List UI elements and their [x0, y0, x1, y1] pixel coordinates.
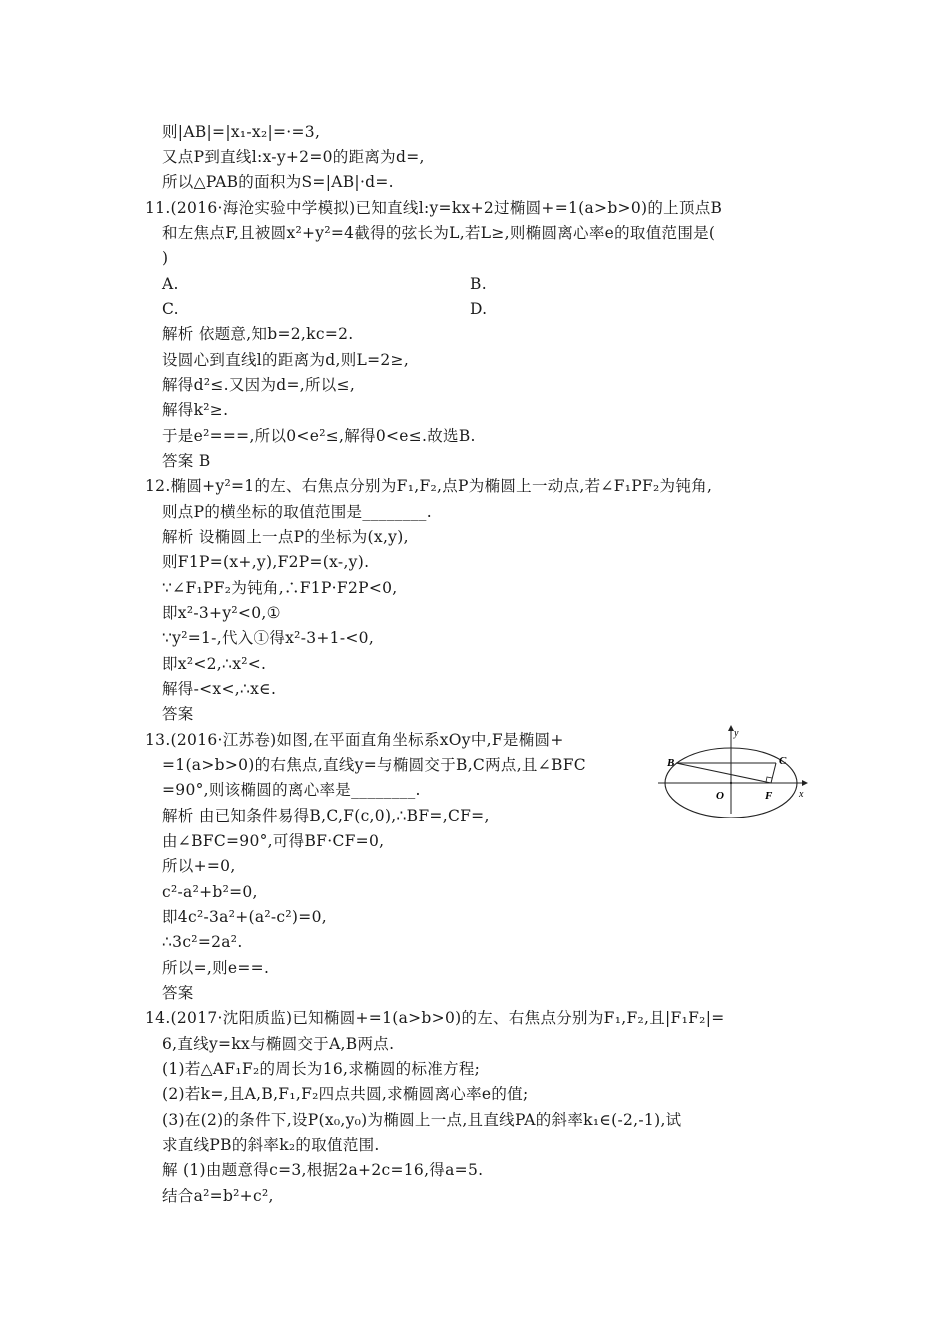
problem-13-stem: 13.(2016·江苏卷)如图,在平面直角坐标系xOy中,F是椭圆+ — [145, 731, 564, 749]
text-line: 又点P到直线l:x-y+2=0的距离为d=, — [162, 148, 425, 166]
text-line: 解得d²≤.又因为d=,所以≤, — [162, 376, 356, 394]
text-line: 则|AB|=|x₁-x₂|=·=3, — [162, 123, 321, 141]
origin-point — [730, 782, 732, 784]
text-line: (2)若k=,且A,B,F₁,F₂四点共圆,求椭圆离心率e的值; — [162, 1085, 529, 1103]
text-line: 所以+=0, — [162, 857, 236, 875]
x-axis-arrow — [802, 780, 808, 786]
option-a: A. — [162, 275, 179, 293]
text-line: 和左焦点F,且被圆x²+y²=4截得的弦长为L,若L≥,则椭圆离心率e的取值范围是( — [162, 224, 716, 242]
text-line: (3)在(2)的条件下,设P(x₀,y₀)为椭圆上一点,且直线PA的斜率k₁∈(-2,-1),试 — [162, 1111, 682, 1129]
label-b: B — [667, 757, 675, 769]
answer-line: 答案 — [162, 705, 194, 723]
text-line: (1)若△AF₁F₂的周长为16,求椭圆的标准方程; — [162, 1060, 481, 1078]
text-line: =1(a>b>0)的右焦点,直线y=与椭圆交于B,C两点,且∠BFC — [162, 756, 586, 774]
text-line: ∴3c²=2a². — [162, 933, 243, 951]
text-line: c²-a²+b²=0, — [162, 883, 258, 901]
text-line: 结合a²=b²+c², — [162, 1187, 274, 1205]
text-line: ) — [162, 249, 169, 267]
text-line: ∵∠F₁PF₂为钝角,∴F1P·F2P<0, — [162, 579, 398, 597]
text-line: 解 (1)由题意得c=3,根据2a+2c=16,得a=5. — [162, 1161, 484, 1179]
answer-line: 答案 — [162, 984, 194, 1002]
segment-cf — [771, 763, 776, 783]
text-line: 解得k²≥. — [162, 401, 229, 419]
label-x: x — [799, 789, 804, 800]
text-line: 即4c²-3a²+(a²-c²)=0, — [162, 908, 327, 926]
text-line: 则F1P=(x+,y),F2P=(x-,y). — [162, 553, 370, 571]
text-line: 解析 设椭圆上一点P的坐标为(x,y), — [162, 528, 409, 546]
text-line: 解析 由已知条件易得B,C,F(c,0),∴BF=,CF=, — [162, 807, 490, 825]
label-c: C — [779, 755, 787, 767]
text-line: 所以=,则e==. — [162, 959, 270, 977]
problem-11-stem: 11.(2016·海沧实验中学模拟)已知直线l:y=kx+2过椭圆+=1(a>b>0)的上顶点B — [145, 199, 723, 217]
label-y: y — [734, 728, 739, 739]
text-line: 求直线PB的斜率k₂的取值范围. — [162, 1136, 380, 1154]
option-c: C. — [162, 300, 179, 318]
text-line: =90°,则该椭圆的离心率是________. — [162, 781, 421, 799]
segment-bf — [676, 763, 771, 783]
ellipse-figure — [652, 722, 810, 818]
text-line: 解得-<x<,∴x∈. — [162, 680, 277, 698]
text-line: 所以△PAB的面积为S=|AB|·d=. — [162, 173, 394, 191]
label-f: F — [765, 790, 773, 802]
text-line: 则点P的横坐标的取值范围是________. — [162, 503, 432, 521]
text-line: ∵y²=1-,代入①得x²-3+1-<0, — [162, 629, 375, 647]
text-line: 于是e²===,所以0<e²≤,解得0<e≤.故选B. — [162, 427, 476, 445]
problem-14-stem: 14.(2017·沈阳质监)已知椭圆+=1(a>b>0)的左、右焦点分别为F₁,F₂,且|F₁F₂|= — [145, 1009, 725, 1027]
text-line: 6,直线y=kx与椭圆交于A,B两点. — [162, 1035, 395, 1053]
option-d: D. — [470, 300, 488, 318]
text-line: 解析 依题意,知b=2,kc=2. — [162, 325, 354, 343]
option-b: B. — [470, 275, 487, 293]
text-line: 即x²<2,∴x²<. — [162, 655, 267, 673]
text-line: 即x²-3+y²<0,① — [162, 604, 281, 622]
problem-12-stem: 12.椭圆+y²=1的左、右焦点分别为F₁,F₂,点P为椭圆上一动点,若∠F₁PF₂为钝角, — [145, 477, 713, 495]
text-line: 由∠BFC=90°,可得BF·CF=0, — [162, 832, 385, 850]
text-line: 设圆心到直线l的距离为d,则L=2≥, — [162, 351, 410, 369]
answer-line: 答案 B — [162, 452, 211, 470]
label-o: O — [716, 790, 724, 802]
